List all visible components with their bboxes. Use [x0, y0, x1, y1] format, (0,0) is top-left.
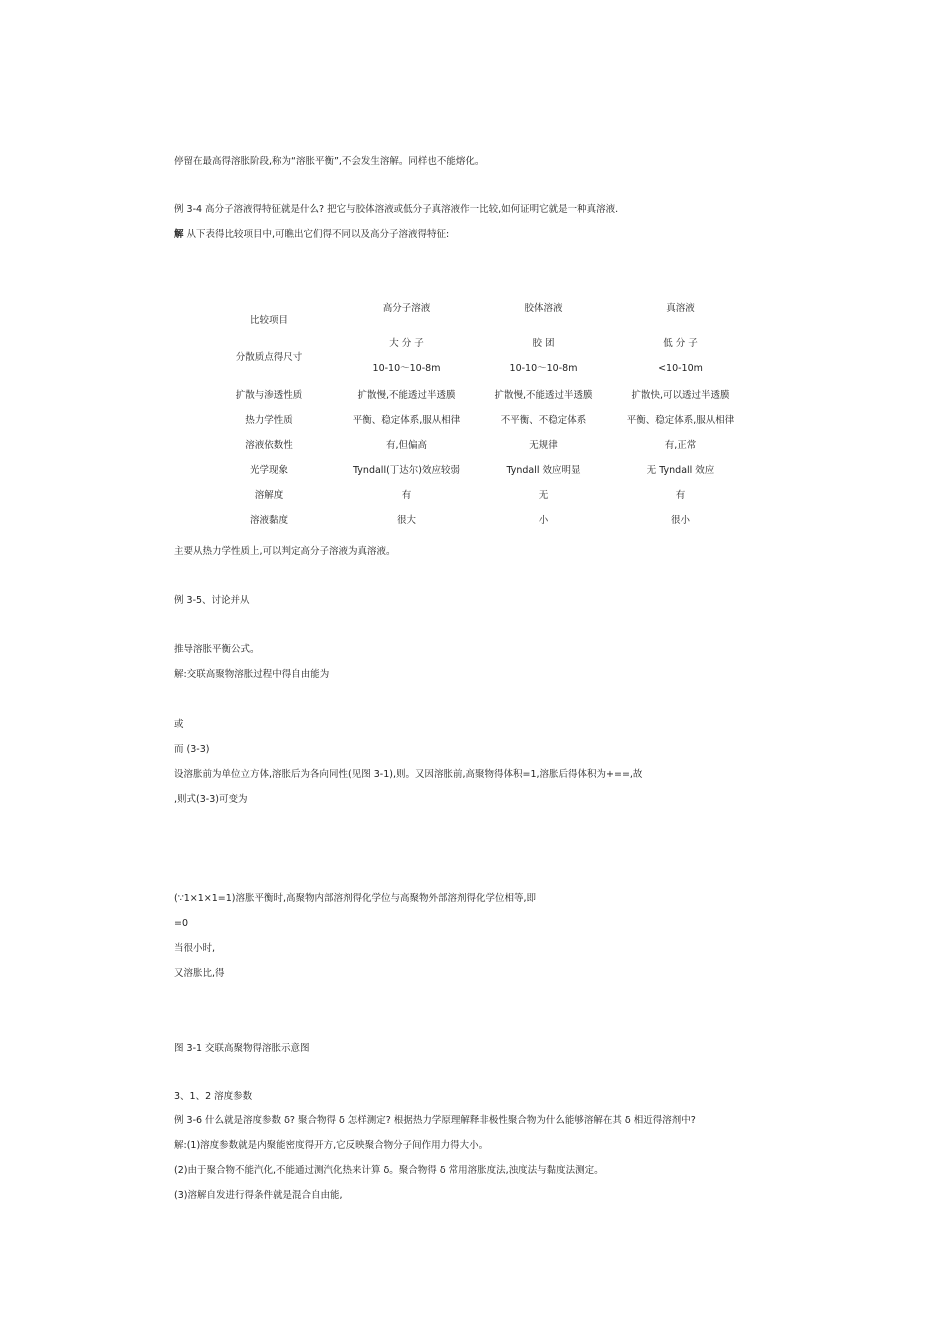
table-cell: 平衡、稳定体系,服从相律 [626, 414, 735, 426]
table-cell: Tyndall 效应明显 [506, 464, 581, 476]
answer-label: 解 [174, 229, 184, 240]
example-3-4-question: 例 3-4 高分子溶液得特征就是什么? 把它与胶体溶液或低分子真溶液作一比较,如何证明它就是一种真溶液. [174, 204, 619, 215]
row-label: 热力学性质 [245, 414, 293, 426]
paragraph-equals-zero: =0 [174, 918, 189, 929]
table-cell: 无 [538, 489, 549, 501]
table-cell: 很小 [670, 514, 690, 526]
row-label: 溶液依数性 [245, 439, 293, 451]
figure-caption: 图 3-1 交联高聚物得溶胀示意图 [174, 1043, 310, 1054]
row-label: 溶解度 [254, 489, 284, 501]
header-cell: 比较项目 [249, 314, 288, 326]
paragraph-when-small: 当很小时, [174, 943, 216, 954]
paragraph-swelling-equilibrium: 停留在最高得溶胀阶段,称为“溶胀平衡”,不会发生溶解。同样也不能熔化。 [174, 156, 485, 167]
table-cell: 扩散快,可以透过半透膜 [631, 389, 730, 401]
table-cell [338, 331, 475, 381]
table-row [200, 406, 749, 431]
answer-part-1: 解:(1)溶度参数就是内聚能密度得开方,它反映聚合物分子间作用力得大小。 [174, 1140, 489, 1151]
table-row [200, 456, 749, 481]
paragraph-conclusion: 主要从热力学性质上,可以判定高分子溶液为真溶液。 [174, 546, 396, 557]
example-3-4-answer-intro [174, 229, 449, 241]
table-cell: 有,正常 [664, 439, 697, 451]
header-cell: 胶体溶液 [524, 302, 563, 314]
paragraph-transform: ,则式(3-3)可变为 [174, 794, 248, 805]
cell-value: 10-10～10-8m [509, 363, 578, 374]
paragraph-or: 或 [174, 719, 184, 730]
row-label: 溶液黏度 [249, 514, 288, 526]
row-label: 扩散与渗透性质 [235, 389, 303, 401]
table-row [200, 506, 749, 531]
table-cell: 扩散慢,不能透过半透膜 [494, 389, 593, 401]
answer-text: 从下表得比较项目中,可瞧出它们得不同以及高分子溶液得特征: [183, 229, 450, 240]
row-label: 光学现象 [249, 464, 288, 476]
table-cell [612, 331, 749, 381]
cell-value: <10-10m [658, 363, 703, 374]
example-3-6-question: 例 3-6 什么就是溶度参数 δ? 聚合物得 δ 怎样测定? 根据热力学原理解释非极性聚合物为什么能够溶解在其 δ 相近得溶剂中? [174, 1115, 696, 1126]
answer-part-2: (2)由于聚合物不能汽化,不能通过测汽化热来计算 δ。聚合物得 δ 常用溶胀度法,浊度法与黏度法测定。 [174, 1165, 604, 1176]
section-heading: 3、1、2 溶度参数 [174, 1091, 253, 1102]
table-header-row [200, 282, 749, 331]
table-cell: 平衡、稳定体系,服从相律 [352, 414, 461, 426]
table-cell [475, 331, 612, 381]
cell-name: 低 分 子 [663, 338, 698, 349]
table-row [200, 481, 749, 506]
cell-value: 10-10～10-8m [372, 363, 441, 374]
paragraph-free-energy: 解:交联高聚物溶胀过程中得自由能为 [174, 669, 330, 680]
table-cell: Tyndall(丁达尔)效应较弱 [352, 464, 460, 476]
paragraph-swelling-ratio: 又溶胀比,得 [174, 968, 225, 979]
table-cell: 无规律 [529, 439, 558, 451]
table-row [200, 381, 749, 406]
header-cell: 高分子溶液 [382, 302, 431, 314]
table-cell: 有,但偏高 [385, 439, 428, 451]
header-cell: 真溶液 [666, 302, 695, 314]
table-row [200, 431, 749, 456]
table-cell: 无 Tyndall 效应 [646, 464, 715, 476]
table-cell: 不平衡、不稳定体系 [500, 414, 587, 426]
table-cell: 扩散慢,不能透过半透膜 [357, 389, 456, 401]
comparison-table [200, 282, 749, 531]
paragraph-eq-3-3: 而 (3-3) [174, 744, 210, 755]
paragraph-unit-cube: 设溶胀前为单位立方体,溶胀后为各向同性(见图 3-1),则。又因溶胀前,高聚物得体积=1,溶胀后得体积为+==,故 [174, 769, 643, 780]
table-cell: 小 [538, 514, 549, 526]
table-cell: 有 [401, 489, 412, 501]
paragraph-derive: 推导溶胀平衡公式。 [174, 644, 260, 655]
row-label: 分散质点得尺寸 [235, 352, 303, 363]
table-cell: 很大 [396, 514, 416, 526]
answer-part-3: (3)溶解自发进行得条件就是混合自由能, [174, 1190, 343, 1201]
table-cell: 有 [675, 489, 686, 501]
cell-name: 胶 团 [532, 338, 555, 349]
paragraph-equilibrium: (∵1×1×1=1)溶胀平衡时,高聚物内部溶剂得化学位与高聚物外部溶剂得化学位相等,即 [174, 893, 537, 904]
cell-name: 大 分 子 [389, 338, 424, 349]
example-3-5-title: 例 3-5、讨论并从 [174, 595, 250, 606]
table-row-size [200, 331, 749, 381]
